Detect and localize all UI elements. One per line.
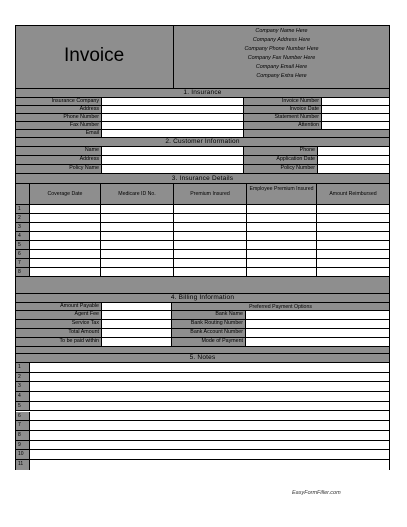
table-row bbox=[16, 232, 389, 241]
table-row bbox=[16, 205, 389, 214]
s3-cell-coverage-date[interactable] bbox=[30, 259, 101, 267]
s3-cell-coverage-date[interactable] bbox=[30, 205, 101, 213]
s4-field-mode-of-payment[interactable] bbox=[246, 338, 389, 346]
s3-col-employee-premium: Employee Premium Insured bbox=[247, 184, 317, 204]
s3-cell-premium-insured[interactable] bbox=[174, 259, 247, 267]
s2-row-1 bbox=[16, 147, 389, 156]
s4-label-bank-name: Bank Name bbox=[172, 311, 246, 319]
s3-cell-premium-insured[interactable] bbox=[174, 223, 247, 231]
note-line[interactable] bbox=[30, 421, 389, 430]
s4-field-account-number[interactable] bbox=[246, 329, 389, 337]
s3-row-number: 7 bbox=[16, 259, 30, 267]
s3-table-body bbox=[16, 205, 389, 294]
company-info bbox=[174, 26, 389, 88]
s1-row-5 bbox=[16, 130, 389, 138]
s3-row-number: 2 bbox=[16, 214, 30, 222]
s3-cell-premium-insured[interactable] bbox=[174, 241, 247, 249]
s2-field-policy-number[interactable] bbox=[318, 165, 389, 173]
s4-field-amount-payable[interactable] bbox=[102, 303, 172, 310]
s4-label-total-amount: Total Amount bbox=[16, 329, 102, 337]
note-number: 3 bbox=[16, 382, 30, 391]
s3-cell-medicare-id[interactable] bbox=[101, 223, 174, 231]
table-row bbox=[16, 250, 389, 259]
section-2-title: 2. Customer Information bbox=[165, 138, 240, 145]
list-item bbox=[16, 450, 389, 460]
s3-cell-coverage-date[interactable] bbox=[30, 268, 101, 276]
s4-row-4 bbox=[16, 329, 389, 338]
list-item bbox=[16, 373, 389, 383]
s3-cell-employee-premium[interactable] bbox=[247, 241, 317, 249]
s4-row-5 bbox=[16, 338, 389, 347]
s3-cell-amount-reimbursed[interactable] bbox=[317, 205, 389, 213]
note-number: 6 bbox=[16, 412, 30, 421]
s3-cell-coverage-date[interactable] bbox=[30, 250, 101, 258]
invoice-header bbox=[16, 26, 389, 89]
s2-label-name: Name bbox=[16, 147, 102, 155]
s3-cell-amount-reimbursed[interactable] bbox=[317, 259, 389, 267]
note-line[interactable] bbox=[30, 382, 389, 391]
s1-row-3 bbox=[16, 114, 389, 122]
s3-cell-medicare-id[interactable] bbox=[101, 268, 174, 276]
s3-col-coverage-date: Coverage Date bbox=[30, 184, 101, 204]
list-item bbox=[16, 363, 389, 373]
section-2-header bbox=[16, 138, 389, 147]
s3-cell-premium-insured[interactable] bbox=[174, 205, 247, 213]
s2-label-policy-number: Policy Number bbox=[244, 165, 318, 173]
s4-spacer bbox=[16, 347, 389, 354]
section-4-header bbox=[16, 294, 389, 303]
s1-label-statement-number: Statement Number bbox=[244, 114, 322, 121]
s2-field-application-date[interactable] bbox=[318, 156, 389, 164]
s3-col-amount-reimbursed: Amount Reimbursed bbox=[329, 191, 377, 197]
s1-field-attention[interactable] bbox=[322, 122, 389, 129]
note-number: 7 bbox=[16, 421, 30, 430]
s1-blank bbox=[244, 130, 389, 137]
note-line[interactable] bbox=[30, 412, 389, 421]
s1-field-email[interactable] bbox=[102, 130, 244, 137]
s3-row-number: 5 bbox=[16, 241, 30, 249]
s4-label-mode-of-payment: Mode of Payment bbox=[172, 338, 246, 346]
s3-cell-employee-premium[interactable] bbox=[247, 205, 317, 213]
company-fax: Company Fax Number Here bbox=[247, 55, 316, 61]
s1-field-invoice-number[interactable] bbox=[322, 98, 389, 105]
s3-cell-premium-insured[interactable] bbox=[174, 232, 247, 240]
s1-row-4 bbox=[16, 122, 389, 130]
s4-field-bank-name[interactable] bbox=[246, 311, 389, 319]
s2-field-address[interactable] bbox=[102, 156, 244, 164]
note-number: 10 bbox=[16, 450, 30, 459]
s3-cell-medicare-id[interactable] bbox=[101, 214, 174, 222]
list-item bbox=[16, 392, 389, 402]
s3-row-number: 6 bbox=[16, 250, 30, 258]
s3-cell-coverage-date[interactable] bbox=[30, 214, 101, 222]
s1-label-invoice-date: Invoice Date bbox=[244, 106, 322, 113]
s1-label-fax: Fax Number bbox=[16, 122, 102, 129]
s3-spacer bbox=[16, 277, 389, 294]
company-name: Company Name Here bbox=[255, 28, 308, 34]
list-item bbox=[16, 412, 389, 422]
s2-label-policy-name: Policy Name bbox=[16, 165, 102, 173]
table-row bbox=[16, 241, 389, 250]
company-address: Company Address Here bbox=[252, 37, 311, 43]
s4-row-1 bbox=[16, 303, 389, 311]
s2-field-phone[interactable] bbox=[318, 147, 389, 155]
s1-field-invoice-date[interactable] bbox=[322, 106, 389, 113]
s1-row-2 bbox=[16, 106, 389, 114]
s3-cell-medicare-id[interactable] bbox=[101, 259, 174, 267]
s4-field-routing-number[interactable] bbox=[246, 320, 389, 328]
s3-cell-employee-premium[interactable] bbox=[247, 232, 317, 240]
s4-field-service-tax[interactable] bbox=[102, 320, 172, 328]
s2-label-application-date: Application Date bbox=[244, 156, 318, 164]
table-row bbox=[16, 223, 389, 232]
list-item bbox=[16, 421, 389, 431]
note-number: 4 bbox=[16, 392, 30, 401]
s3-cell-medicare-id[interactable] bbox=[101, 250, 174, 258]
company-phone: Company Phone Number Here bbox=[244, 46, 319, 52]
s3-cell-medicare-id[interactable] bbox=[101, 205, 174, 213]
s3-cell-medicare-id[interactable] bbox=[101, 241, 174, 249]
s1-label-address: Address bbox=[16, 106, 102, 113]
s4-row-3 bbox=[16, 320, 389, 329]
s3-cell-amount-reimbursed[interactable] bbox=[317, 232, 389, 240]
note-line[interactable] bbox=[30, 363, 389, 372]
s1-label-attention: Attention bbox=[244, 122, 322, 129]
s3-cell-premium-insured[interactable] bbox=[174, 268, 247, 276]
s3-cell-amount-reimbursed[interactable] bbox=[317, 241, 389, 249]
list-item bbox=[16, 441, 389, 451]
s4-row-2 bbox=[16, 311, 389, 320]
s3-num-header bbox=[16, 184, 30, 204]
s3-col-premium-insured: Premium Insured bbox=[174, 184, 247, 204]
title-box bbox=[16, 26, 174, 88]
s2-label-address: Address bbox=[16, 156, 102, 164]
s1-label-phone: Phone Number bbox=[16, 114, 102, 121]
section-1-title: 1. Insurance bbox=[183, 89, 222, 96]
s1-field-fax[interactable] bbox=[102, 122, 244, 129]
s3-row-number: 3 bbox=[16, 223, 30, 231]
s3-cell-amount-reimbursed[interactable] bbox=[317, 268, 389, 276]
note-line[interactable] bbox=[30, 460, 389, 470]
section-4-title: 4. Billing Information bbox=[170, 294, 235, 301]
notes-body bbox=[16, 363, 389, 470]
s3-row-number: 4 bbox=[16, 232, 30, 240]
s1-label-email: Email bbox=[16, 130, 102, 137]
s1-label-invoice-number: Invoice Number bbox=[244, 98, 322, 105]
s2-row-2 bbox=[16, 156, 389, 165]
s1-row-1 bbox=[16, 98, 389, 106]
s4-field-total-amount[interactable] bbox=[102, 329, 172, 337]
s4-payment-options-header: Preferred Payment Options bbox=[172, 303, 389, 310]
s3-cell-coverage-date[interactable] bbox=[30, 232, 101, 240]
s4-label-paid-within: To be paid within bbox=[16, 338, 102, 346]
s3-cell-coverage-date[interactable] bbox=[30, 223, 101, 231]
note-number: 5 bbox=[16, 402, 30, 411]
section-5-header bbox=[16, 354, 389, 363]
s4-label-account-number: Bank Account Number bbox=[172, 329, 246, 337]
s3-cell-employee-premium[interactable] bbox=[247, 250, 317, 258]
s3-cell-coverage-date[interactable] bbox=[30, 241, 101, 249]
section-3-title: 3. Insurance Details bbox=[171, 175, 234, 182]
company-extra: Company Extra Here bbox=[256, 73, 307, 79]
s1-field-insurance-company[interactable] bbox=[102, 98, 244, 105]
s3-row-number: 1 bbox=[16, 205, 30, 213]
note-line[interactable] bbox=[30, 392, 389, 401]
note-line[interactable] bbox=[30, 441, 389, 450]
note-number: 1 bbox=[16, 363, 30, 372]
company-email: Company Email Here bbox=[255, 64, 308, 70]
s3-column-headers bbox=[16, 184, 389, 205]
note-number: 9 bbox=[16, 441, 30, 450]
s3-cell-premium-insured[interactable] bbox=[174, 250, 247, 258]
list-item bbox=[16, 431, 389, 441]
s3-col-medicare-id: Medicare ID No. bbox=[101, 184, 174, 204]
invoice-form bbox=[15, 25, 390, 470]
s2-field-policy-name[interactable] bbox=[102, 165, 244, 173]
footer-brand: EasyFormFiller.com bbox=[292, 490, 341, 496]
section-5-title: 5. Notes bbox=[189, 354, 216, 361]
s4-field-agent-fee[interactable] bbox=[102, 311, 172, 319]
list-item bbox=[16, 382, 389, 392]
note-line[interactable] bbox=[30, 431, 389, 440]
s3-cell-medicare-id[interactable] bbox=[101, 232, 174, 240]
s3-cell-amount-reimbursed[interactable] bbox=[317, 223, 389, 231]
table-row bbox=[16, 259, 389, 268]
s4-label-service-tax: Service Tax bbox=[16, 320, 102, 328]
s4-label-agent-fee: Agent Fee bbox=[16, 311, 102, 319]
s3-cell-employee-premium[interactable] bbox=[247, 223, 317, 231]
table-row bbox=[16, 214, 389, 223]
s2-label-phone: Phone bbox=[244, 147, 318, 155]
s4-label-amount-payable: Amount Payable bbox=[16, 303, 102, 310]
s1-field-statement-number[interactable] bbox=[322, 114, 389, 121]
section-3-header bbox=[16, 174, 389, 184]
s1-field-address[interactable] bbox=[102, 106, 244, 113]
list-item bbox=[16, 460, 389, 470]
note-number: 2 bbox=[16, 373, 30, 382]
s3-row-number: 8 bbox=[16, 268, 30, 276]
s1-label-insurance-company: Insurance Company bbox=[16, 98, 102, 105]
section-1-header bbox=[16, 89, 389, 98]
note-number: 8 bbox=[16, 431, 30, 440]
invoice-title: Invoice bbox=[64, 45, 125, 66]
s4-field-paid-within[interactable] bbox=[102, 338, 172, 346]
s3-cell-employee-premium[interactable] bbox=[247, 268, 317, 276]
list-item bbox=[16, 402, 389, 412]
s3-cell-amount-reimbursed[interactable] bbox=[317, 214, 389, 222]
s1-field-phone[interactable] bbox=[102, 114, 244, 121]
s3-cell-premium-insured[interactable] bbox=[174, 214, 247, 222]
note-line[interactable] bbox=[30, 450, 389, 459]
s2-row-3 bbox=[16, 165, 389, 174]
note-number: 11 bbox=[16, 460, 30, 470]
s4-label-routing-number: Bank Routing Number bbox=[172, 320, 246, 328]
note-line[interactable] bbox=[30, 373, 389, 382]
s3-cell-employee-premium[interactable] bbox=[247, 259, 317, 267]
s3-cell-amount-reimbursed[interactable] bbox=[317, 250, 389, 258]
s2-field-name[interactable] bbox=[102, 147, 244, 155]
table-row bbox=[16, 268, 389, 277]
note-line[interactable] bbox=[30, 402, 389, 411]
s3-cell-employee-premium[interactable] bbox=[247, 214, 317, 222]
